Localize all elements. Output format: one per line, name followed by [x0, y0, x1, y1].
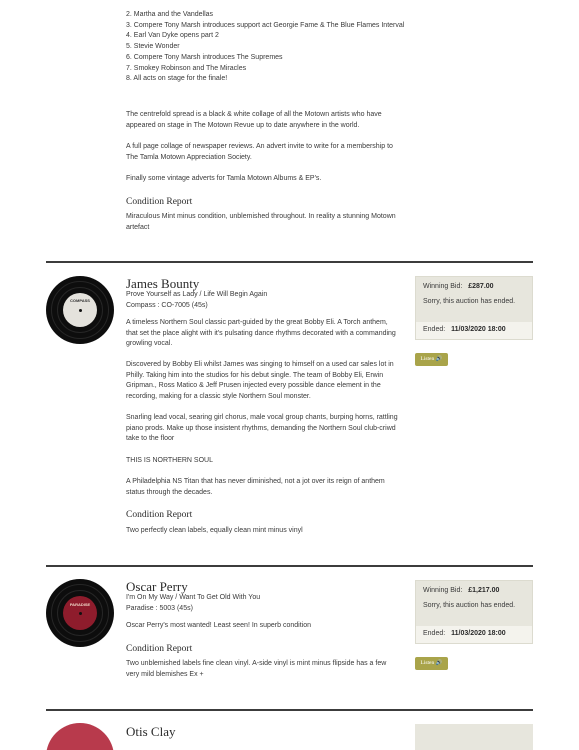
winning-bid-amount: £1,217.00 — [468, 587, 500, 594]
ended-date: 11/03/2020 18:00 — [451, 630, 506, 637]
bid-panel — [415, 580, 533, 644]
listing-divider — [46, 261, 533, 263]
record-image-clip — [46, 723, 114, 750]
description-paragraph: A Philadelphia NS Titan that has never diminished, not a jot over its reign of anthem status through the decades. — [126, 478, 385, 496]
condition-text: Two unblemished labels fine clean vinyl. A-side vinyl is mint minus flipside has a few very mild blemishes Ex + — [126, 660, 387, 678]
running-order-item: 7. Smokey Robinson and The Miracles — [126, 64, 247, 72]
description-paragraph: The centrefold spread is a black & white collage of all the Motown artists who have appeared on stage in The Motown Revue up to date anywhere in the world. — [126, 111, 382, 129]
record-titles: Prove Yourself as Lady / Life Will Begin Again — [126, 291, 268, 298]
winning-bid-amount: £287.00 — [468, 283, 494, 290]
spindle-hole — [79, 309, 82, 312]
condition-heading: Condition Report — [126, 644, 193, 654]
winning-bid-label: Winning Bid: — [423, 587, 463, 594]
ended-label: Ended: — [423, 326, 446, 333]
vinyl-record-image[interactable] — [46, 579, 114, 647]
condition-heading: Condition Report — [126, 197, 193, 207]
description-paragraph: Discovered by Bobby Eli whilst James was singing to himself on a used car sales lot in Philly. Taking him into the studios for his debut single. The team of Bobby Eli, Erwin Gripman., Ross Matico & Jeff Prusen injected every possible dance element in the recording, making for a classic style Northern Soul monster. — [126, 361, 394, 401]
listen-button[interactable]: Listen 🔊 — [415, 353, 448, 366]
bid-panel — [415, 276, 533, 340]
record-label — [63, 293, 97, 327]
record-label-text: COMPASS — [70, 298, 90, 303]
running-order-item: 4. Earl Van Dyke opens part 2 — [126, 32, 219, 40]
description-paragraph: Finally some vintage adverts for Tamla Motown Albums & EP's. — [126, 175, 322, 182]
running-order-item: 2. Martha and the Vandellas — [126, 11, 214, 18]
description-paragraph: A timeless Northern Soul classic part-guided by the great Bobby Eli. A Torch anthem, that set the place alight with it's pulsating dance rhythms decorated with a commanding growling vocal. — [126, 319, 396, 348]
running-order — [126, 10, 406, 85]
auction-status: Sorry, this auction has ended. — [423, 601, 516, 609]
running-order-item: 6. Compere Tony Marsh introduces The Supremes — [126, 53, 283, 61]
ended-row — [416, 626, 532, 643]
spindle-hole — [79, 612, 82, 615]
bid-panel — [415, 724, 533, 750]
vinyl-record-image[interactable] — [46, 723, 114, 750]
condition-heading: Condition Report — [126, 510, 193, 520]
condition-text: Miraculous Mint minus condition, unblemished throughout. In reality a stunning Motown artefact — [126, 213, 396, 231]
winning-bid-label: Winning Bid: — [423, 283, 463, 290]
record-label — [63, 596, 97, 630]
ended-label: Ended: — [423, 630, 446, 637]
record-titles: I'm On My Way / Want To Get Old With You — [126, 594, 261, 601]
description-paragraph: A full page collage of newspaper reviews. An advert invite to write for a membership to The Tamla Motown Appreciation Society. — [126, 143, 393, 161]
record-label-text: PARADISE — [69, 602, 91, 607]
ended-row — [416, 322, 532, 339]
artist-name[interactable]: Otis Clay — [126, 724, 176, 739]
running-order-item: 5. Stevie Wonder — [126, 43, 180, 51]
description-paragraph: Snarling lead vocal, searing girl chorus, male vocal group chants, burping horns, rattling piano prods. Make up those insistent rhythms, demanding the Northern Soul club-criwd take to the floor — [126, 414, 398, 443]
condition-text: Two perfectly clean labels, equally clean mint minus vinyl — [126, 527, 303, 534]
listing-divider — [46, 709, 533, 711]
running-order-item: 3. Compere Tony Marsh introduces support act Georgie Fame & The Blue Flames Interval — [126, 21, 405, 29]
catalog-number: Paradise : 5003 (45s) — [126, 605, 193, 612]
winning-bid-row — [416, 581, 532, 597]
winning-bid-row — [416, 277, 532, 293]
artist-name[interactable]: James Bounty — [126, 276, 200, 291]
artist-name[interactable]: Oscar Perry — [126, 579, 188, 594]
description-paragraph: Oscar Perry's most wanted! Least seen! In superb condition — [126, 622, 311, 629]
catalog-number: Compass : CO-7005 (45s) — [126, 302, 208, 309]
running-order-item: 8. All acts on stage for the finale! — [126, 75, 228, 83]
auction-status: Sorry, this auction has ended. — [423, 297, 516, 305]
description-paragraph: THIS IS NORTHERN SOUL — [126, 457, 213, 464]
listen-button[interactable]: Listen 🔊 — [415, 657, 448, 670]
listing-divider — [46, 565, 533, 567]
vinyl-record-image[interactable] — [46, 276, 114, 344]
ended-date: 11/03/2020 18:00 — [451, 326, 506, 333]
